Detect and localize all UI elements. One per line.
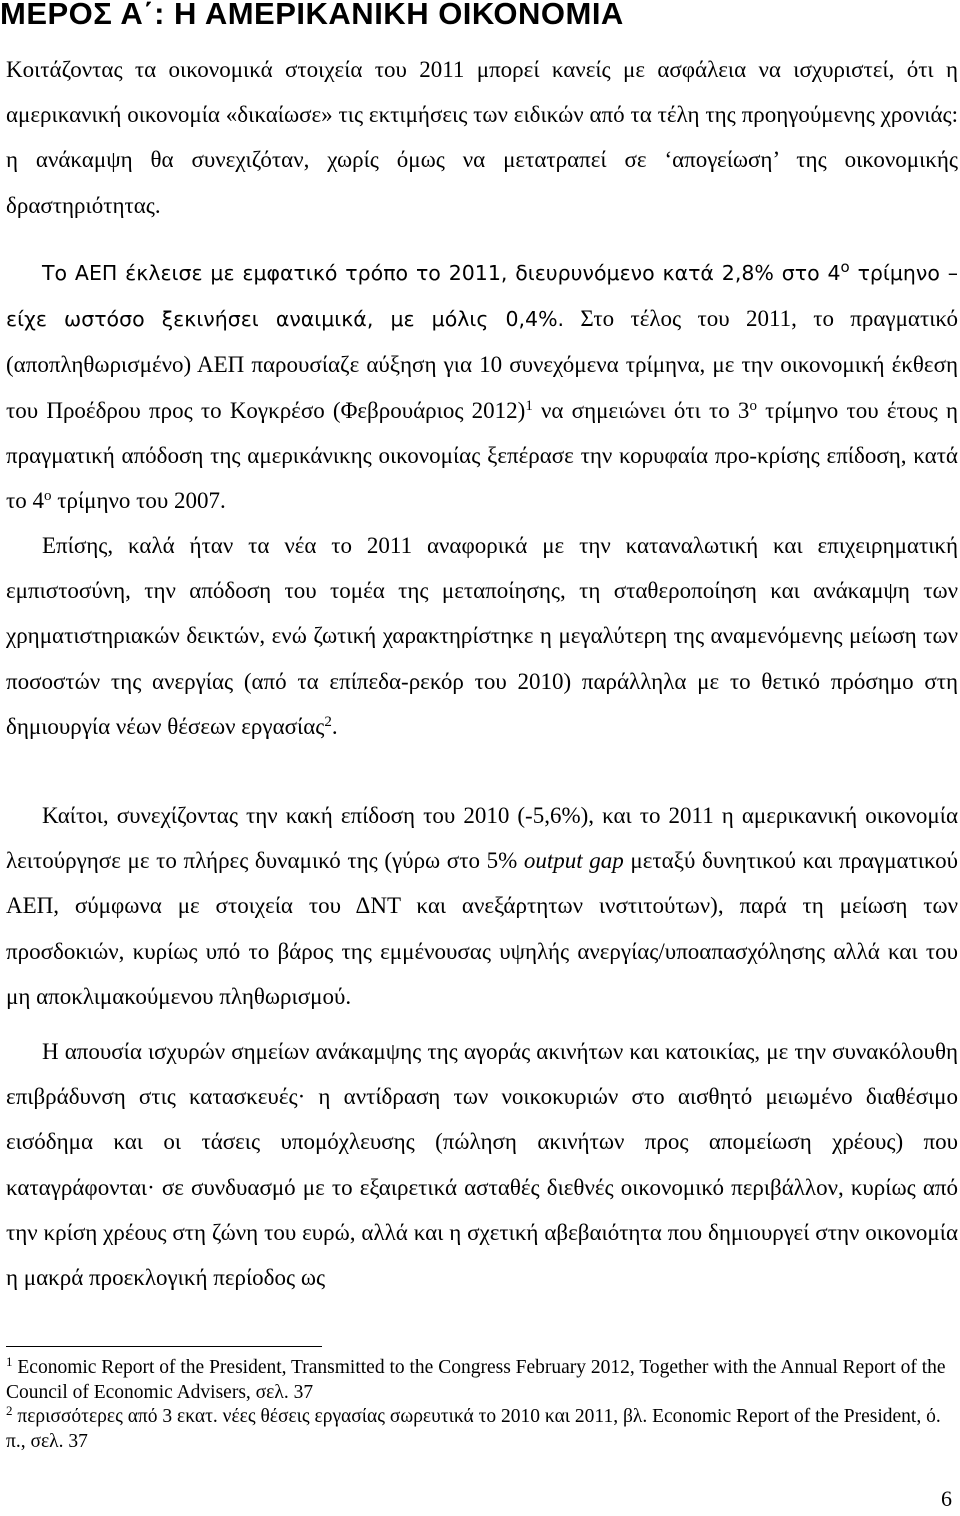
ordinal-sup: ο bbox=[749, 397, 757, 414]
gdp-text-c: Στο τέλος του 2011, το πραγματικό (αποπληθωρισμένο) ΑΕΠ παρουσίαζε αύξηση για 10 συνεχόμενα τρίμηνα, με την οικονομική έκθεση του Προέδρου προς το Κογκρέσο (Φεβρουάριος 2012) bbox=[6, 306, 958, 423]
paragraph-output-gap bbox=[6, 793, 958, 1019]
footnote-text: περισσότερες από 3 εκατ. νέες θέσεις εργασίας σωρευτικά το 2010 και 2011, βλ. Economic Report of the President, ό. π., σελ. 37 bbox=[6, 1406, 941, 1452]
paragraph-gdp bbox=[6, 250, 958, 523]
footnote-number: 1 bbox=[6, 1354, 13, 1369]
footnote-1 bbox=[6, 1356, 956, 1405]
paragraph-intro: Κοιτάζοντας τα οικονομικά στοιχεία του 2011 μπορεί κανείς με ασφάλεια να ισχυριστεί, ότι η αμερικανική οικονομία «δικαίωσε» τις εκτιμήσεις των ειδικών από τα τέλη της προηγούμενης χρονιάς: η ανάκαμψη θα συνεχιζόταν, χωρίς όμως να μετατραπεί σε ‘απογείωση’ της οικονομικής δραστηριότητας. bbox=[6, 57, 958, 218]
ordinal-sup: ο bbox=[840, 258, 850, 276]
gdp-text-f: τρίμηνο του 2007. bbox=[51, 488, 226, 514]
paragraph-housing: Η απουσία ισχυρών σημείων ανάκαμψης της αγοράς ακινήτων και κατοικίας, με την συνακόλουθη επιβράδυνση στις κατασκευές· η αντίδραση των νοικοκυριών στο αισθητό μειωμένο διαθέσιμο εισόδημα και οι τάσεις υπομόχλευσης (πώληση ακινήτων προς απομείωση χρέους) που καταγράφονται· σε συνδυασμό με το εξαιρετικά ασταθές διεθνές οικονομικό περιβάλλον, κυρίως από την κρίση χρέους στη ζώνη του ευρώ, αλλά και η σχετική αβεβαιότητα που δημιουργεί στην οικονομία η μακρά προεκλογική περίοδος ως bbox=[6, 1039, 958, 1291]
footnote-2 bbox=[6, 1405, 956, 1454]
confidence-text-a: Επίσης, καλά ήταν τα νέα το 2011 αναφορικά με την καταναλωτική και επιχειρηματική εμπιστοσύνη, την απόδοση του τομέα της μεταποίησης, τη σταθεροποίηση και ανάκαμψη των χρηματιστηριακών δεικτών, ενώ ζωτική χαρακτηρίστηκε η μεγαλύτερη της αναμενόμενης μείωση των ποσοστών της ανεργίας (από τα επίπεδα-ρεκόρ του 2010) παράλληλα με το θετικό πρόσημο στη δημιουργία νέων θέσεων εργασίας bbox=[6, 533, 958, 739]
gdp-text-d: να σημειώνει ότι το 3 bbox=[532, 397, 750, 423]
paragraph-confidence bbox=[6, 523, 958, 749]
footnote-text: Economic Report of the President, Transmitted to the Congress February 2012, Together with the Annual Report of the Council of Economic Advisers, σελ. 37 bbox=[6, 1357, 946, 1403]
footnote-divider bbox=[6, 1346, 322, 1347]
ordinal-sup: ο bbox=[44, 488, 52, 505]
footnote-number: 2 bbox=[6, 1403, 13, 1418]
gdp-text-e: τρίμηνο του έτους η πραγματική απόδοση της αμερικάνικης οικονομίας ξεπέρασε την κορυφαία προ-κρίσης επίδοση, κατά το 4 bbox=[6, 397, 958, 514]
footnote-ref-2[interactable]: 2 bbox=[324, 713, 332, 730]
footnotes bbox=[6, 1356, 956, 1454]
section-heading: ΜΕΡΟΣ Α΄: Η ΑΜΕΡΙΚΑΝΙΚΗ ΟΙΚΟΝΟΜΙΑ bbox=[0, 0, 624, 31]
output-gap-text-b: μεταξύ δυνητικού και πραγματικού ΑΕΠ, σύμφωνα με στοιχεία του ΔΝΤ και ανεξάρτητων ινστιτούτων), παρά τη μείωση των προσδοκιών, κυρίως υπό το βάρος της εμμένουσας υψηλής ανεργίας/υποαπασχόλησης αλλά και του μη αποκλιμακούμενου πληθωρισμού. bbox=[6, 848, 959, 1009]
footnote-ref-1[interactable]: 1 bbox=[525, 397, 533, 414]
gdp-text-b: τρίμηνο –είχε ωστόσο ξεκινήσει αναιμικά, με μόλις 0,4%. bbox=[6, 261, 959, 332]
page-number: 6 bbox=[941, 1486, 952, 1511]
output-gap-term: output gap bbox=[523, 848, 624, 874]
gdp-text-a: Το ΑΕΠ έκλεισε με εμφατικό τρόπο το 2011, διευρυνόμενο κατά 2,8% στο 4 bbox=[42, 261, 841, 285]
confidence-text-b: . bbox=[331, 713, 338, 739]
output-gap-text-a: Καίτοι, συνεχίζοντας την κακή επίδοση του 2010 (-5,6%), και το 2011 η αμερικανική οικονομία λειτούργησε με το πλήρες δυναμικό της (γύρω στο 5% bbox=[6, 803, 958, 874]
